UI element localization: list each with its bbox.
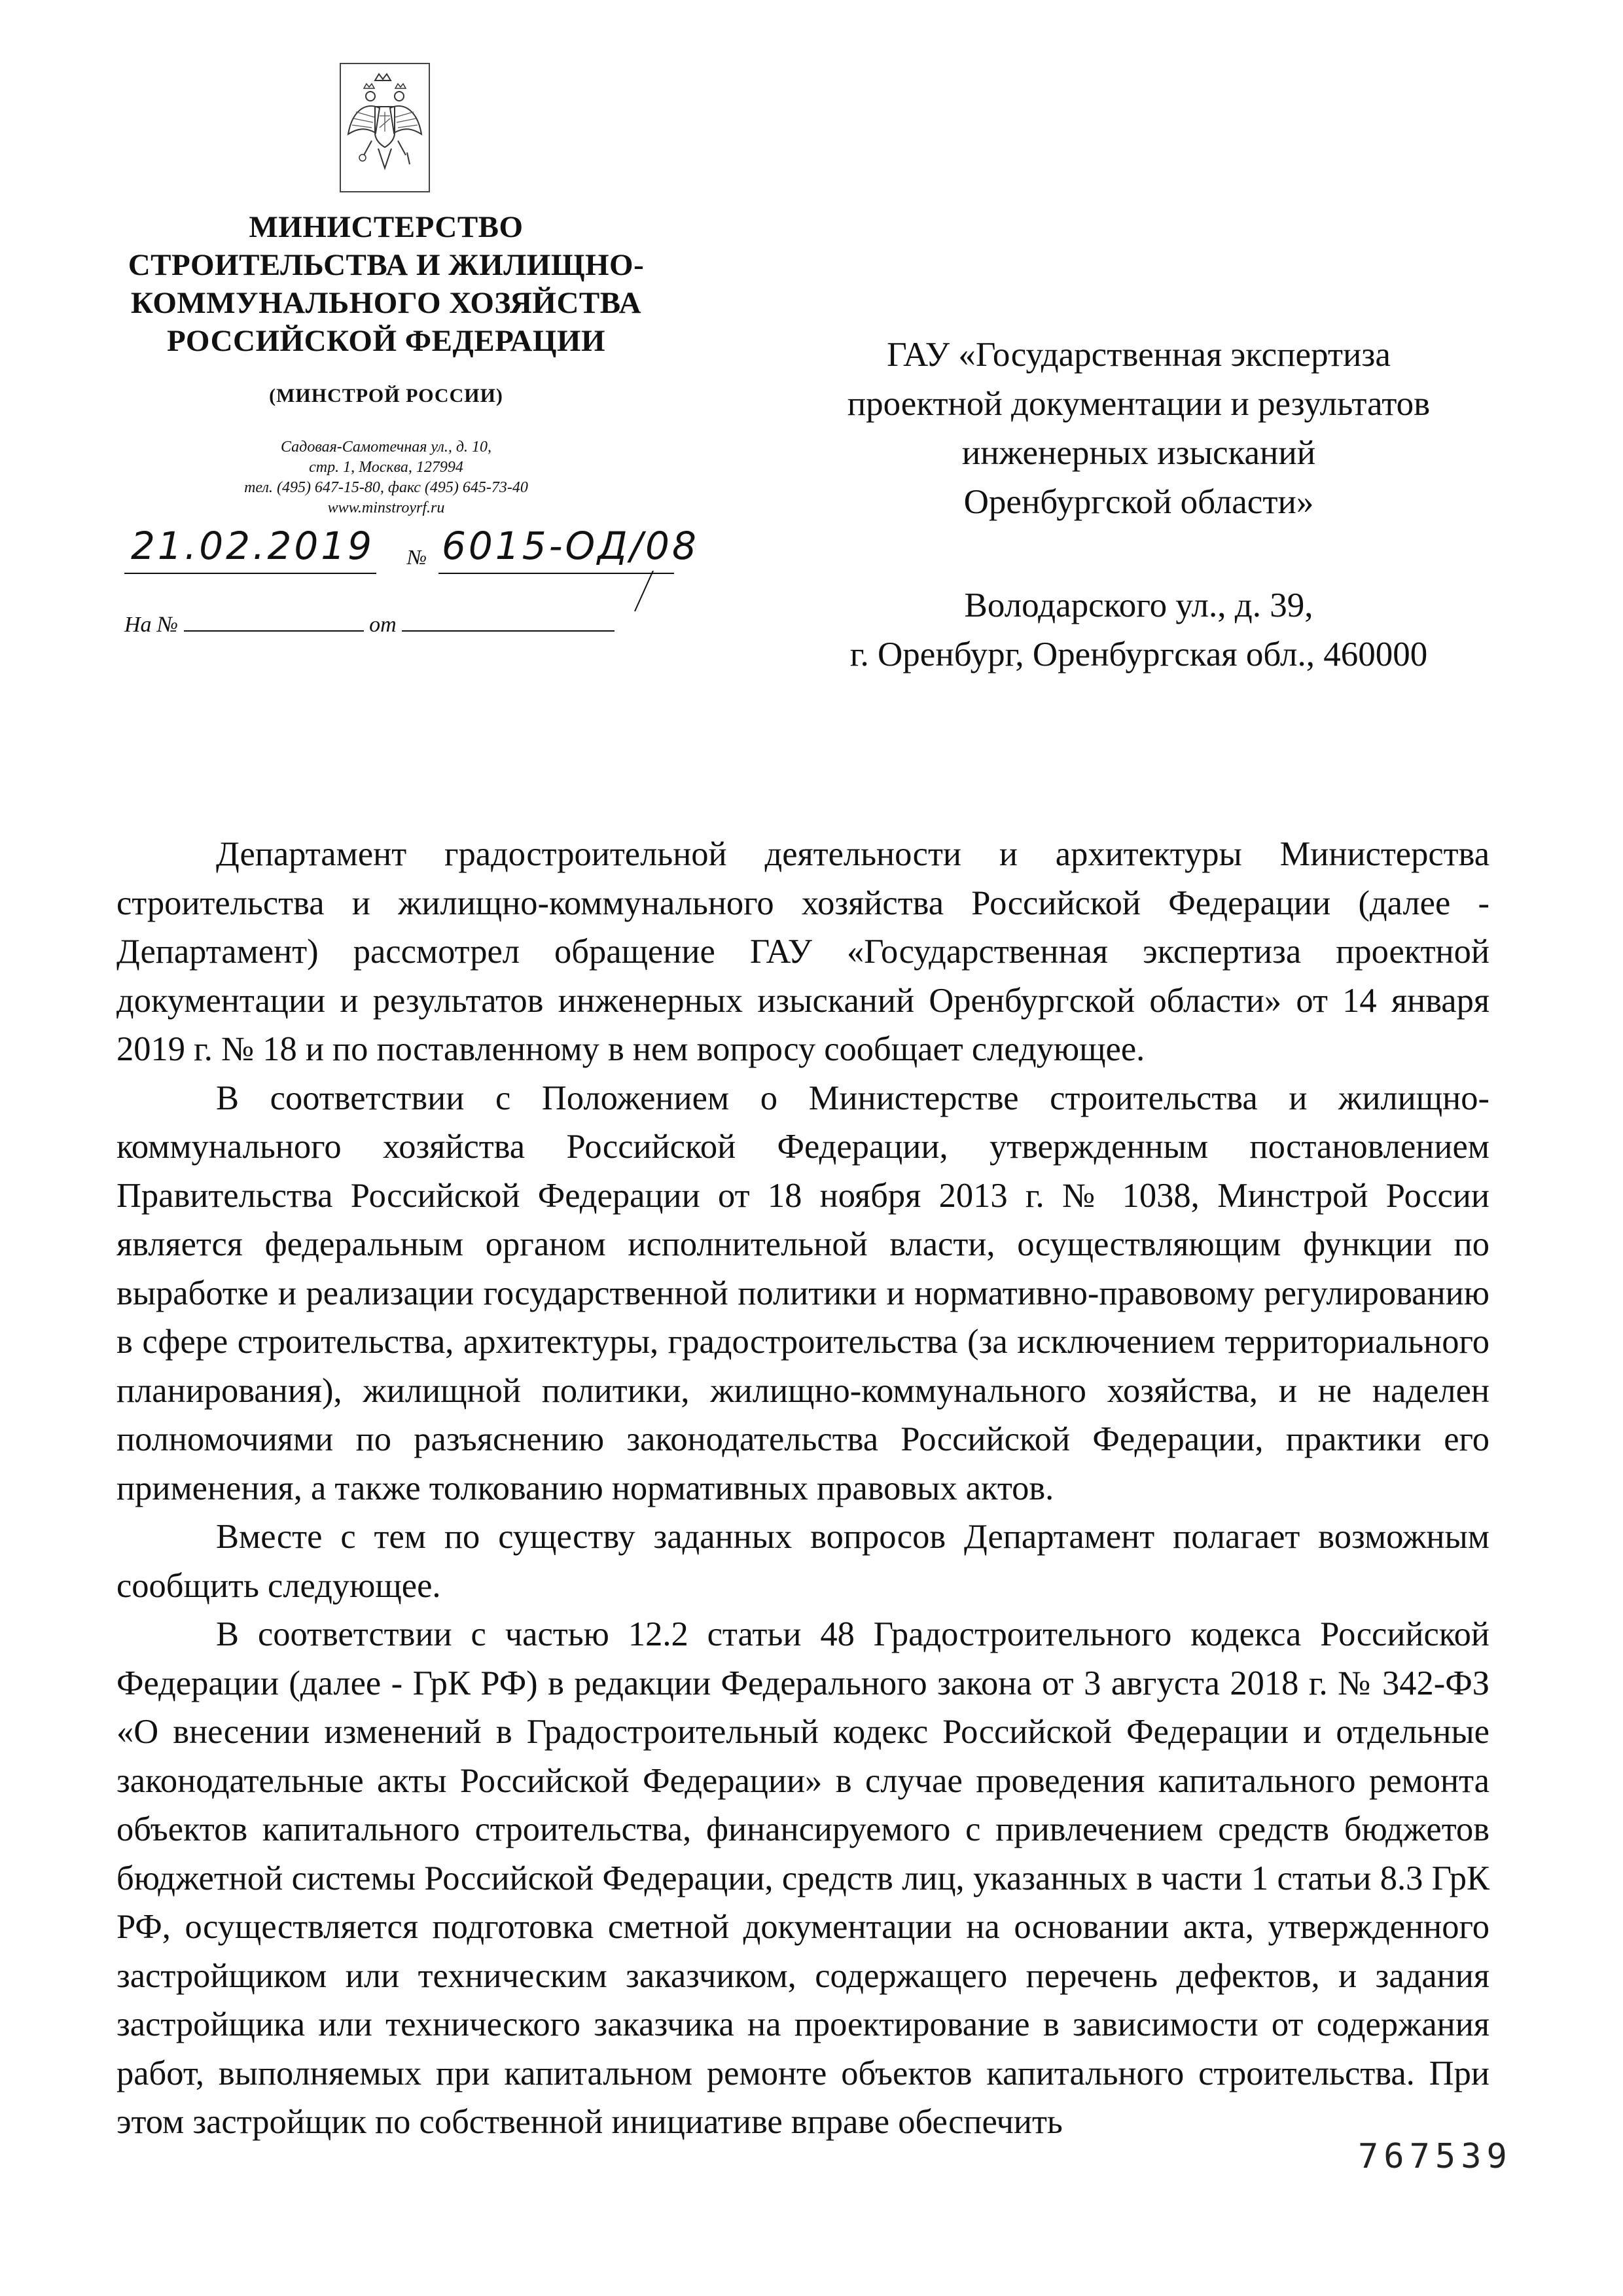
body-paragraph: В соответствии с Положением о Министерстве строительства и жилищно-коммунального хозяйства Российской Федерации, утвержденным постановлением Правительства Российской Федерации от 18 ноября 2013 г. № 1038, Минстрой России является федеральным органом исполнительной власти, осуществляющим функции по выработке и реализации государственной политики и нормативно-правовому регулированию в сфере строительства, архитектуры, градостроительства (за исключением территориального планирования), жилищной политики, жилищно-коммунального хозяйства, и не наделен полномочиями по разъяснению законодательства Российской Федерации, практики его применения, а также толкованию нормативных правовых актов. — [116, 1079, 1489, 1507]
recipient-line: проектной документации и результатов — [847, 385, 1431, 423]
reply-date-blank — [402, 611, 615, 632]
recipient-line: Оренбургской области» — [963, 483, 1314, 521]
body-paragraph: Вместе с тем по существу заданных вопросов Департамент полагает возможным сообщить следующее. — [116, 1518, 1489, 1605]
registration-date: 21.02.2019 — [131, 524, 375, 568]
registration-number-label: № — [407, 545, 427, 569]
ministry-short-name: (МИНСТРОЙ РОССИИ) — [269, 385, 503, 406]
address-line: стр. 1, Москва, 127994 — [309, 459, 463, 476]
registration-number: 6015-ОД/08 — [442, 524, 699, 568]
recipient-line: ГАУ «Государственная экспертиза — [887, 336, 1391, 374]
ministry-name — [98, 208, 674, 360]
recipient-address-line: Володарского ул., д. 39, — [964, 586, 1313, 624]
recipient-address-line: г. Оренбург, Оренбургская обл., 460000 — [849, 636, 1428, 673]
address-line: Садовая-Самотечная ул., д. 10, — [281, 439, 491, 456]
ministry-name-line: СТРОИТЕЛЬСТВА И ЖИЛИЩНО- — [128, 248, 645, 282]
letter-body — [116, 830, 1489, 2147]
address-line: www.minstroyrf.ru — [327, 499, 445, 516]
ministry-name-line: МИНИСТЕРСТВО — [249, 210, 524, 244]
body-paragraph: В соответствии с частью 12.2 статьи 48 Градостроительного кодекса Российской Федерации (далее - ГрК РФ) в редакции Федерального закона от 3 августа 2018 г. № 342-ФЗ «О внесении изменений в Градостроительный кодекс Российской Федерации и отдельные законодательные акты Российской Федерации» в случае проведения капитального ремонта объектов капитального строительства, финансируемого с привлечением средств бюджетов бюджетной системы Российской Федерации, средств лиц, указанных в части 1 статьи 8.3 ГрК РФ, осуществляется подготовка сметной документации на основании акта, утвержденного застройщиком или техническим заказчиком, содержащего перечень дефектов, и задания застройщика или технического заказчика на проектирование в зависимости от содержания работ, выполняемых при капитальном ремонте объектов капитального строительства. При этом застройщик по собственной инициативе вправе обеспечить — [116, 1615, 1489, 2141]
reply-from-label: от — [369, 613, 397, 637]
document-number: 767539 — [1358, 2137, 1512, 2176]
coat-of-arms-emblem — [339, 62, 431, 193]
recipient-address — [772, 581, 1505, 679]
recipient-name — [772, 331, 1505, 527]
recipient-line: инженерных изысканий — [961, 434, 1316, 472]
ministry-name-line: КОММУНАЛЬНОГО ХОЗЯЙСТВА — [130, 286, 642, 320]
ministry-name-line: РОССИЙСКОЙ ФЕДЕРАЦИИ — [167, 324, 605, 358]
address-line: тел. (495) 647-15-80, факс (495) 645-73-40 — [244, 479, 528, 496]
body-paragraph: Департамент градостроительной деятельности и архитектуры Министерства строительства и жилищно-коммунального хозяйства Российской Федерации (далее - Департамент) рассмотрел обращение ГАУ «Государственная экспертиза проектной документации и результатов инженерных изысканий Оренбургской области» от 14 января 2019 г. № 18 и по поставленному в нем вопросу сообщает следующее. — [116, 835, 1489, 1068]
registration-underline — [124, 571, 713, 617]
reply-number-label: На № — [124, 613, 179, 637]
ministry-address — [98, 437, 674, 518]
reply-number-blank — [184, 611, 364, 632]
reply-reference — [124, 611, 615, 637]
